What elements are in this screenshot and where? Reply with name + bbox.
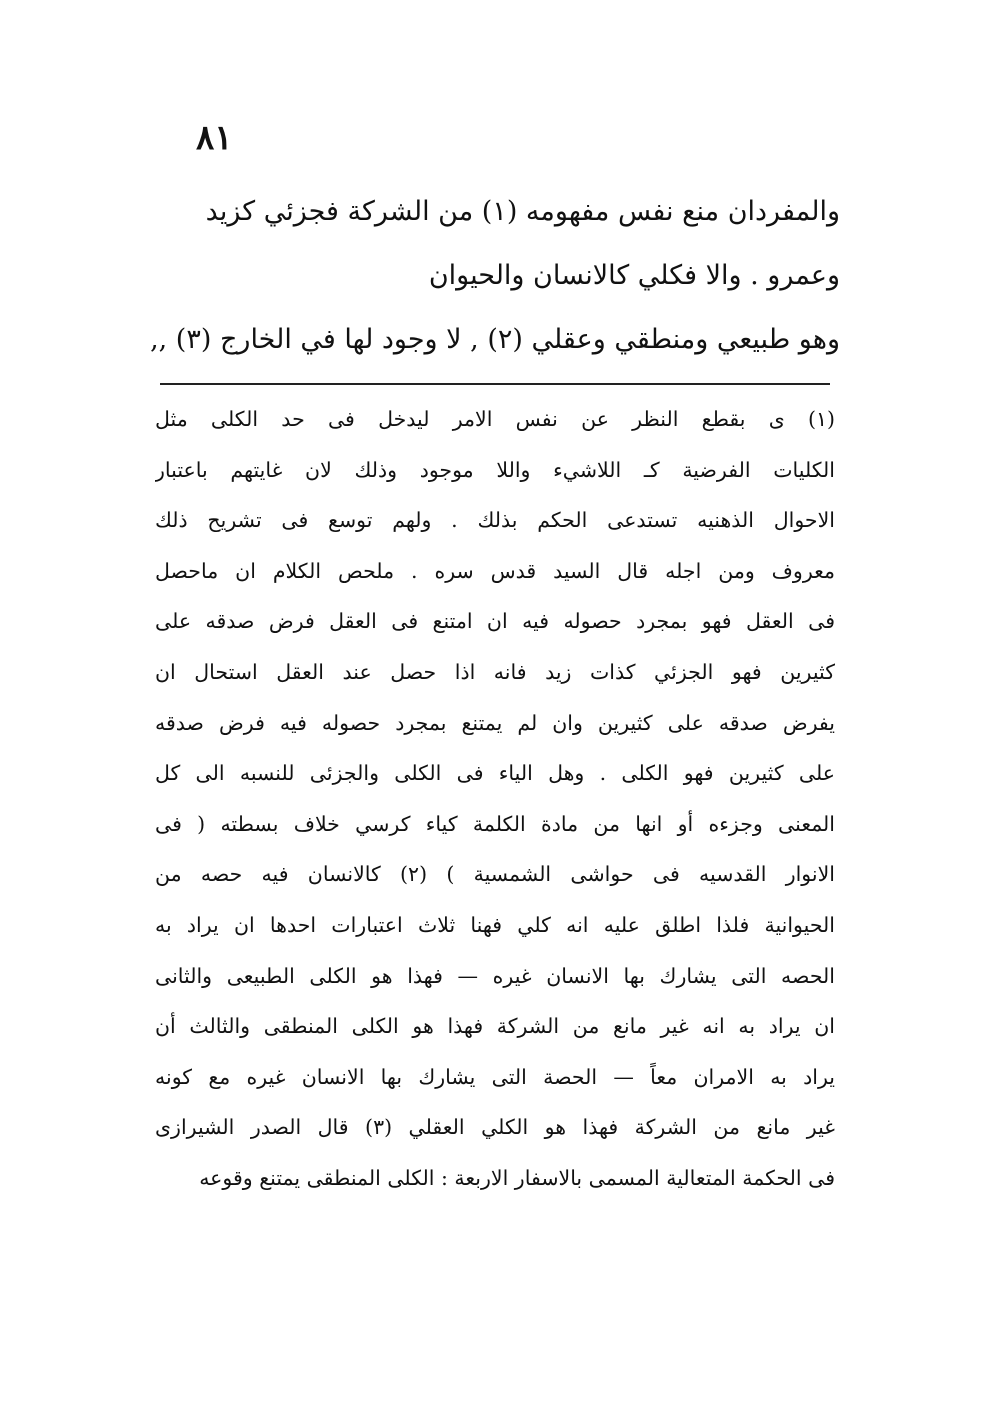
page-number: ٨١	[196, 118, 233, 158]
footnote-divider	[160, 383, 830, 385]
footnote-line: فى الحكمة المتعالية المسمى بالاسفار الاربعة : الكلى المنطقى يمتنع وقوعه	[199, 1165, 835, 1190]
footnote-line: ان يراد به انه غير مانع من الشركة فهذا هو الكلى المنطقى والثالث أن	[155, 1014, 835, 1039]
main-text-line: والمفردان منع نفس مفهومه (١) من الشركة فجزئي كزيد	[205, 196, 840, 227]
footnote-line: الحصه التى يشارك بها الانسان غيره — فهذا هو الكلى الطبيعى والثانى	[155, 963, 835, 988]
main-text-line: وهو طبيعي ومنطقي وعقلي (٢) , لا وجود لها في الخارج (٣) ,,	[150, 324, 840, 355]
footnote-line: يفرض صدقه على كثيرين وان لم يمتنع بمجرد حصوله فيه فرض صدقه	[155, 710, 835, 735]
footnote-line: فى العقل فهو بمجرد حصوله فيه ان امتنع فى العقل فرض صدقه على	[155, 609, 835, 634]
footnote-line: يراد به الامران معاً — الحصة التى يشارك بها الانسان غيره مع كونه	[155, 1064, 835, 1089]
footnote-line: الاحوال الذهنيه تستدعى الحكم بذلك . ولهم توسع فى تشريح ذلك	[155, 508, 835, 533]
footnotes	[155, 394, 835, 1204]
main-text-line: وعمرو . والا فكلي كالانسان والحيوان	[428, 260, 840, 291]
footnote-line: معروف ومن اجله قال السيد قدس سره . ملحص الكلام ان ماحصل	[155, 558, 835, 583]
footnote-line: كثيرين فهو الجزئي كذات زيد فانه اذا حصل عند العقل استحال ان	[155, 659, 835, 684]
footnote-line: الكليات الفرضية كـ اللاشيء واللا موجود وذلك لان غايتهم باعتبار	[155, 457, 835, 482]
footnote-line: المعنى وجزءه أو انها من مادة الكلمة كياء كرسي خلاف بسطته ( فى	[155, 811, 835, 836]
main-text	[150, 180, 840, 372]
footnote-line: الحيوانية فلذا اطلق عليه انه كلي فهنا ثلاث اعتبارات احدها ان يراد به	[155, 912, 835, 937]
footnote-line: (١) ى بقطع النظر عن نفس الامر ليدخل فى حد الكلى مثل	[155, 407, 835, 431]
footnote-line: غير مانع من الشركة فهذا هو الكلي العقلي (٣) قال الصدر الشيرازى	[155, 1115, 835, 1140]
footnote-line: الانوار القدسيه فى حواشى الشمسية ) (٢) كالانسان فيه حصه من	[155, 862, 835, 887]
footnote-line: على كثيرين فهو الكلى . وهل الياء فى الكلى والجزئى للنسبه الى كل	[155, 761, 835, 786]
